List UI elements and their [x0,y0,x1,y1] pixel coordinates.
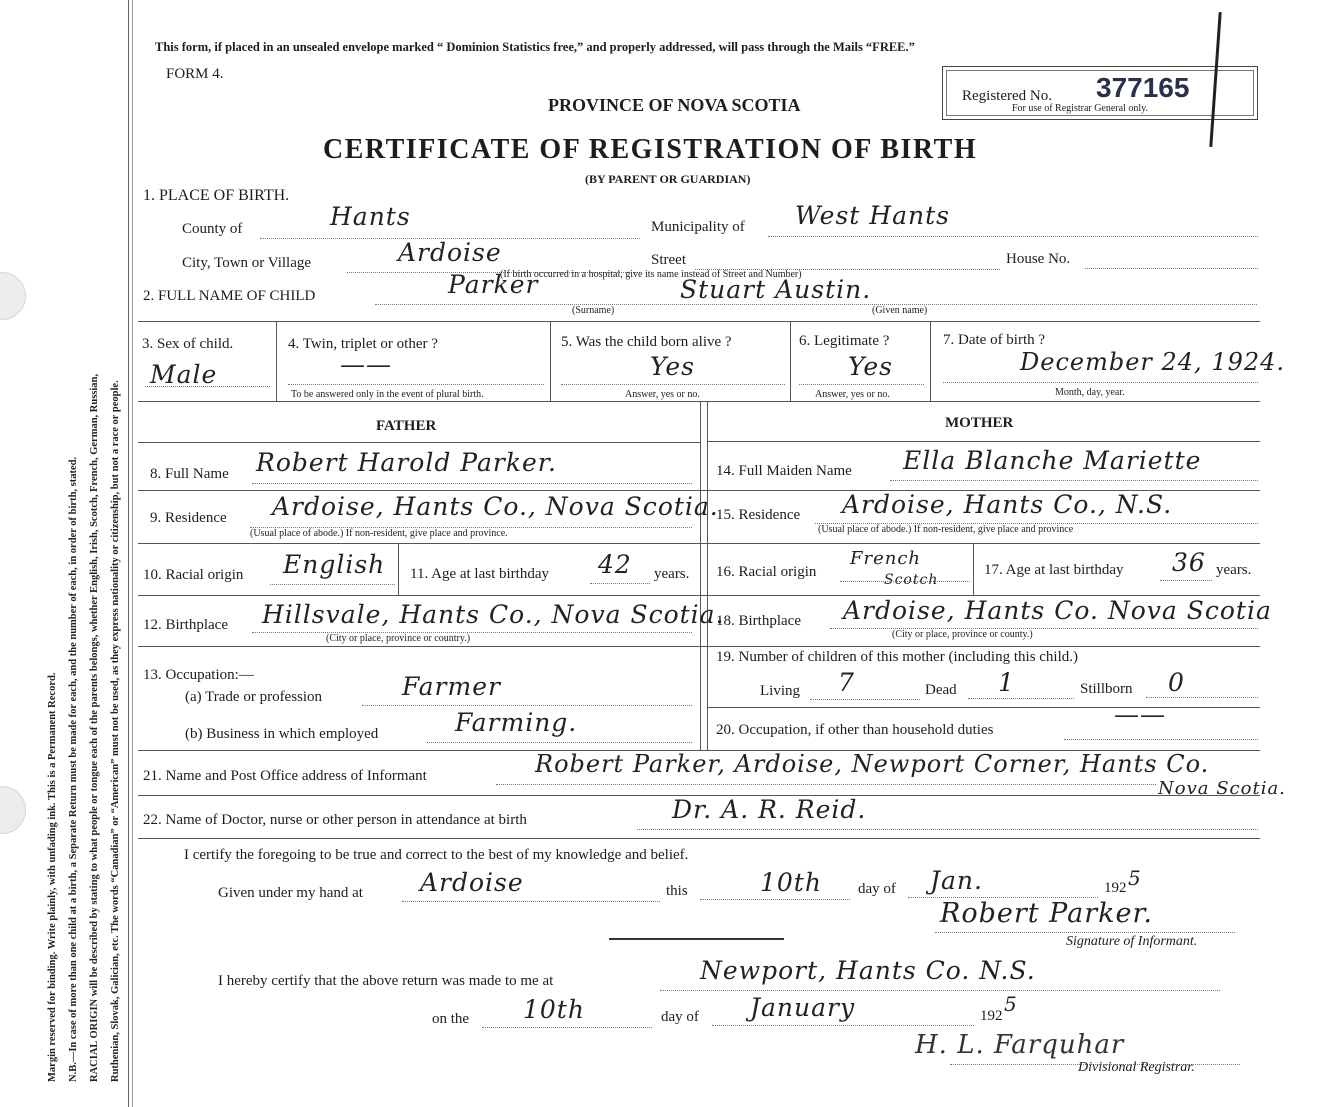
given-year-prefix: 192 [1104,880,1127,896]
registrar-month-line [712,1025,974,1026]
mother-heading: MOTHER [945,415,1014,431]
mother-age-value: 36 [1172,548,1206,577]
father-residence-label: 9. Residence [150,510,227,526]
registrar-day-of: day of [661,1009,699,1025]
mother-stillborn-label: Stillborn [1080,681,1133,697]
informant-signature-line [935,932,1235,933]
father-age-line [590,583,650,584]
father-residence-note: (Usual place of abode.) If non-resident, give place and province. [250,528,508,539]
legitimate-label: 6. Legitimate ? [799,333,890,349]
registrar-statement: I hereby certify that the above return was made to me at [218,973,554,989]
mother-name-label: 14. Full Maiden Name [716,463,852,479]
mother-stillborn-line [1146,697,1258,698]
child-given-name: Stuart Austin. [680,275,872,304]
informant-value: Robert Parker, Ardoise, Newport Corner, Hants Co. [535,750,1210,778]
father-business-value: Farming. [455,708,578,737]
mother-name-value: Ella Blanche Mariette [903,446,1202,475]
dob-value: December 24, 1924. [1020,348,1286,376]
father-birthplace-label: 12. Birthplace [143,617,228,633]
col-div-3 [790,321,791,401]
municipality-value: West Hants [795,201,950,230]
sex-line [145,386,270,387]
municipality-label: Municipality of [651,219,745,235]
mother-name-line [890,480,1258,481]
registrar-month: January [750,993,856,1022]
father-years-label: years. [654,566,690,582]
father-race-label: 10. Racial origin [143,567,244,583]
father-heading: FATHER [376,418,437,434]
mother-race-label: 16. Racial origin [716,564,817,580]
child-name-label: 2. FULL NAME OF CHILD [143,288,316,304]
father-name-line [252,483,692,484]
dob-line [943,382,1258,383]
parents-center-divider-2 [707,401,708,750]
mother-race-line [840,581,970,582]
surname-caption: (Surname) [572,305,615,316]
house-label: House No. [1006,251,1071,267]
parents-center-divider [700,401,701,750]
registered-label: Registered No. [962,88,1052,104]
informant-label: 21. Name and Post Office address of Informant [143,768,427,784]
county-label: County of [182,221,243,237]
rule-row19 [707,707,1260,708]
father-age-label: 11. Age at last birthday [410,566,549,582]
sex-label: 3. Sex of child. [142,336,234,352]
province-heading: PROVINCE OF NOVA SCOTIA [548,95,801,115]
registrar-day-line [482,1027,652,1028]
certificate-title: CERTIFICATE OF REGISTRATION OF BIRTH [323,134,978,165]
father-occupation-label: 13. Occupation:— [143,667,254,683]
given-caption: (Given name) [872,305,928,316]
registered-number: 377165 [1096,72,1190,103]
city-value: Ardoise [398,238,502,267]
mother-dead-value: 1 [998,668,1015,697]
legitimate-note: Answer, yes or no. [815,389,890,400]
father-trade-value: Farmer [402,672,501,701]
house-line [1085,268,1258,269]
father-trade-line [362,705,692,706]
hospital-note: (If birth occurred in a hospital, give its name instead of Street and Number) [500,269,802,280]
signature-caption: Signature of Informant. [1066,934,1198,949]
mother-occupation-label: 20. Occupation, if other than household duties [716,722,994,738]
registrar-place-line [660,990,1220,991]
given-year-suffix: 5 [1128,866,1142,890]
registrar-year-prefix: 192 [980,1008,1003,1024]
informant-value-2: Nova Scotia. [1158,778,1286,799]
given-day-line [700,899,850,900]
dob-label: 7. Date of birth ? [943,332,1046,348]
mother-race-value-1: French [850,548,922,569]
father-trade-label: (a) Trade or profession [185,689,323,705]
mother-occupation-value: —— [1114,700,1166,729]
legitimate-line [799,384,924,385]
street-label: Street [651,252,686,268]
mother-living-value: 7 [838,668,855,697]
alive-value: Yes [650,352,695,381]
mother-stillborn-value: 0 [1168,668,1185,697]
dob-note: Month, day, year. [1055,387,1125,398]
rule-row12 [138,646,1260,647]
county-value: Hants [330,202,411,231]
father-birthplace-note: (City or place, province or country.) [326,633,471,644]
mother-children-label: 19. Number of children of this mother (including this child.) [716,649,1079,665]
registrar-note: For use of Registrar General only. [1012,103,1148,114]
father-business-line [427,742,692,743]
mother-dead-line [968,698,1074,699]
given-place: Ardoise [420,868,524,897]
child-surname: Parker [448,270,539,299]
mail-note: This form, if placed in an unsealed envelope marked “ Dominion Statistics free,” and properly addressed, will pass through the Mails “FREE.” [155,40,915,54]
twin-note: To be answered only in the event of plural birth. [291,389,484,400]
mother-occupation-line [1064,739,1258,740]
mother-living-label: Living [760,683,800,699]
twin-label: 4. Twin, triplet or other ? [288,336,438,352]
margin-note-1: Margin reserved for binding. Write plainly, with unfading ink. This is a Permanent Record. [47,672,58,1082]
father-birthplace-value: Hillsvale, Hants Co., Nova Scotia. [262,600,725,629]
doctor-value: Dr. A. R. Reid. [672,795,867,824]
father-name-value: Robert Harold Parker. [256,448,557,477]
father-race-value: English [283,550,386,579]
rule-row3-bottom [138,401,1260,402]
mother-birthplace-label: 18. Birthplace [716,613,801,629]
col-div-4 [930,321,931,401]
certification-statement: I certify the foregoing to be true and correct to the best of my knowledge and belief. [184,847,689,863]
doctor-line [637,829,1258,830]
margin-note-4: Ruthenian, Slovak, Galician, etc. The words “Canadian” or “American” must not be used, as they express nationality or citizenship, but not a race or people. [110,380,121,1082]
mother-living-line [810,699,920,700]
mother-residence-label: 15. Residence [716,507,801,523]
given-day: 10th [760,868,822,897]
child-name-line [375,304,1257,305]
binding-margin-line-inner [132,0,133,1107]
rule-row22 [138,838,1260,839]
given-label: Given under my hand at [218,885,363,901]
municipality-line [768,236,1258,237]
form-number: FORM 4. [166,66,224,82]
alive-note: Answer, yes or no. [625,389,700,400]
mother-residence-note: (Usual place of abode.) If non-resident, give place and province [818,524,1074,535]
father-name-label: 8. Full Name [150,466,229,482]
father-business-label: (b) Business in which employed [185,726,379,742]
registrar-day: 10th [523,995,585,1024]
mother-birthplace-value: Ardoise, Hants Co. Nova Scotia [843,596,1272,625]
legitimate-value: Yes [848,352,893,381]
separator-rule [609,938,784,940]
father-residence-value: Ardoise, Hants Co., Nova Scotia. [272,492,719,521]
doctor-label: 22. Name of Doctor, nurse or other person in attendance at birth [143,812,527,828]
place-of-birth-heading: 1. PLACE OF BIRTH. [143,187,290,204]
sex-value: Male [150,360,218,389]
rule-row9 [138,543,1260,544]
informant-signature: Robert Parker. [940,898,1154,929]
mother-birthplace-note: (City or place, province or county.) [892,629,1033,640]
margin-note-2: N.B.—In case of more than one child at a birth, a Separate Return must be made for each, and the number of each, in order of birth, stated. [68,456,79,1082]
col-div-2 [550,321,551,401]
mother-age-line [1160,580,1212,581]
margin-note-3: RACIAL ORIGIN will be described by stating to what people or tongue each of the parents belongs, whether English, Irish, Scotch, French, German, Russian, [89,373,100,1082]
father-birthplace-line [252,632,692,633]
mother-dead-label: Dead [925,682,957,698]
certificate-subtitle: (BY PARENT OR GUARDIAN) [585,172,751,186]
father-age-value: 42 [598,550,632,579]
rule-row3-top [138,321,1260,322]
registrar-place: Newport, Hants Co. N.S. [700,956,1036,985]
mother-race-value-2: Scotch [884,572,939,588]
punch-hole-top [0,272,26,320]
binding-margin-line [128,0,129,1107]
twin-line [288,384,544,385]
given-place-line [402,901,660,902]
registrar-signature: H. L. Farquhar [915,1030,1125,1060]
col-div-1 [276,321,277,401]
day-of-label: day of [858,881,896,897]
registrar-year-suffix: 5 [1004,992,1018,1016]
alive-line [561,384,785,385]
mother-years-label: years. [1216,562,1252,578]
this-label: this [666,883,688,899]
mother-race-divider [973,543,974,595]
mother-age-label: 17. Age at last birthday [984,562,1124,578]
punch-hole-bottom [0,786,26,834]
city-label: City, Town or Village [182,255,312,271]
given-month: Jan. [930,866,983,895]
informant-line [496,784,1156,785]
father-race-line [270,584,395,585]
rule-mother-head [707,441,1260,442]
on-the-label: on the [432,1011,470,1027]
registrar-caption: Divisional Registrar. [1078,1060,1195,1075]
father-race-divider [398,543,399,595]
twin-value: —— [340,350,392,379]
mother-residence-value: Ardoise, Hants Co., N.S. [842,490,1173,519]
alive-label: 5. Was the child born alive ? [561,334,732,350]
rule-father-head [138,442,700,443]
